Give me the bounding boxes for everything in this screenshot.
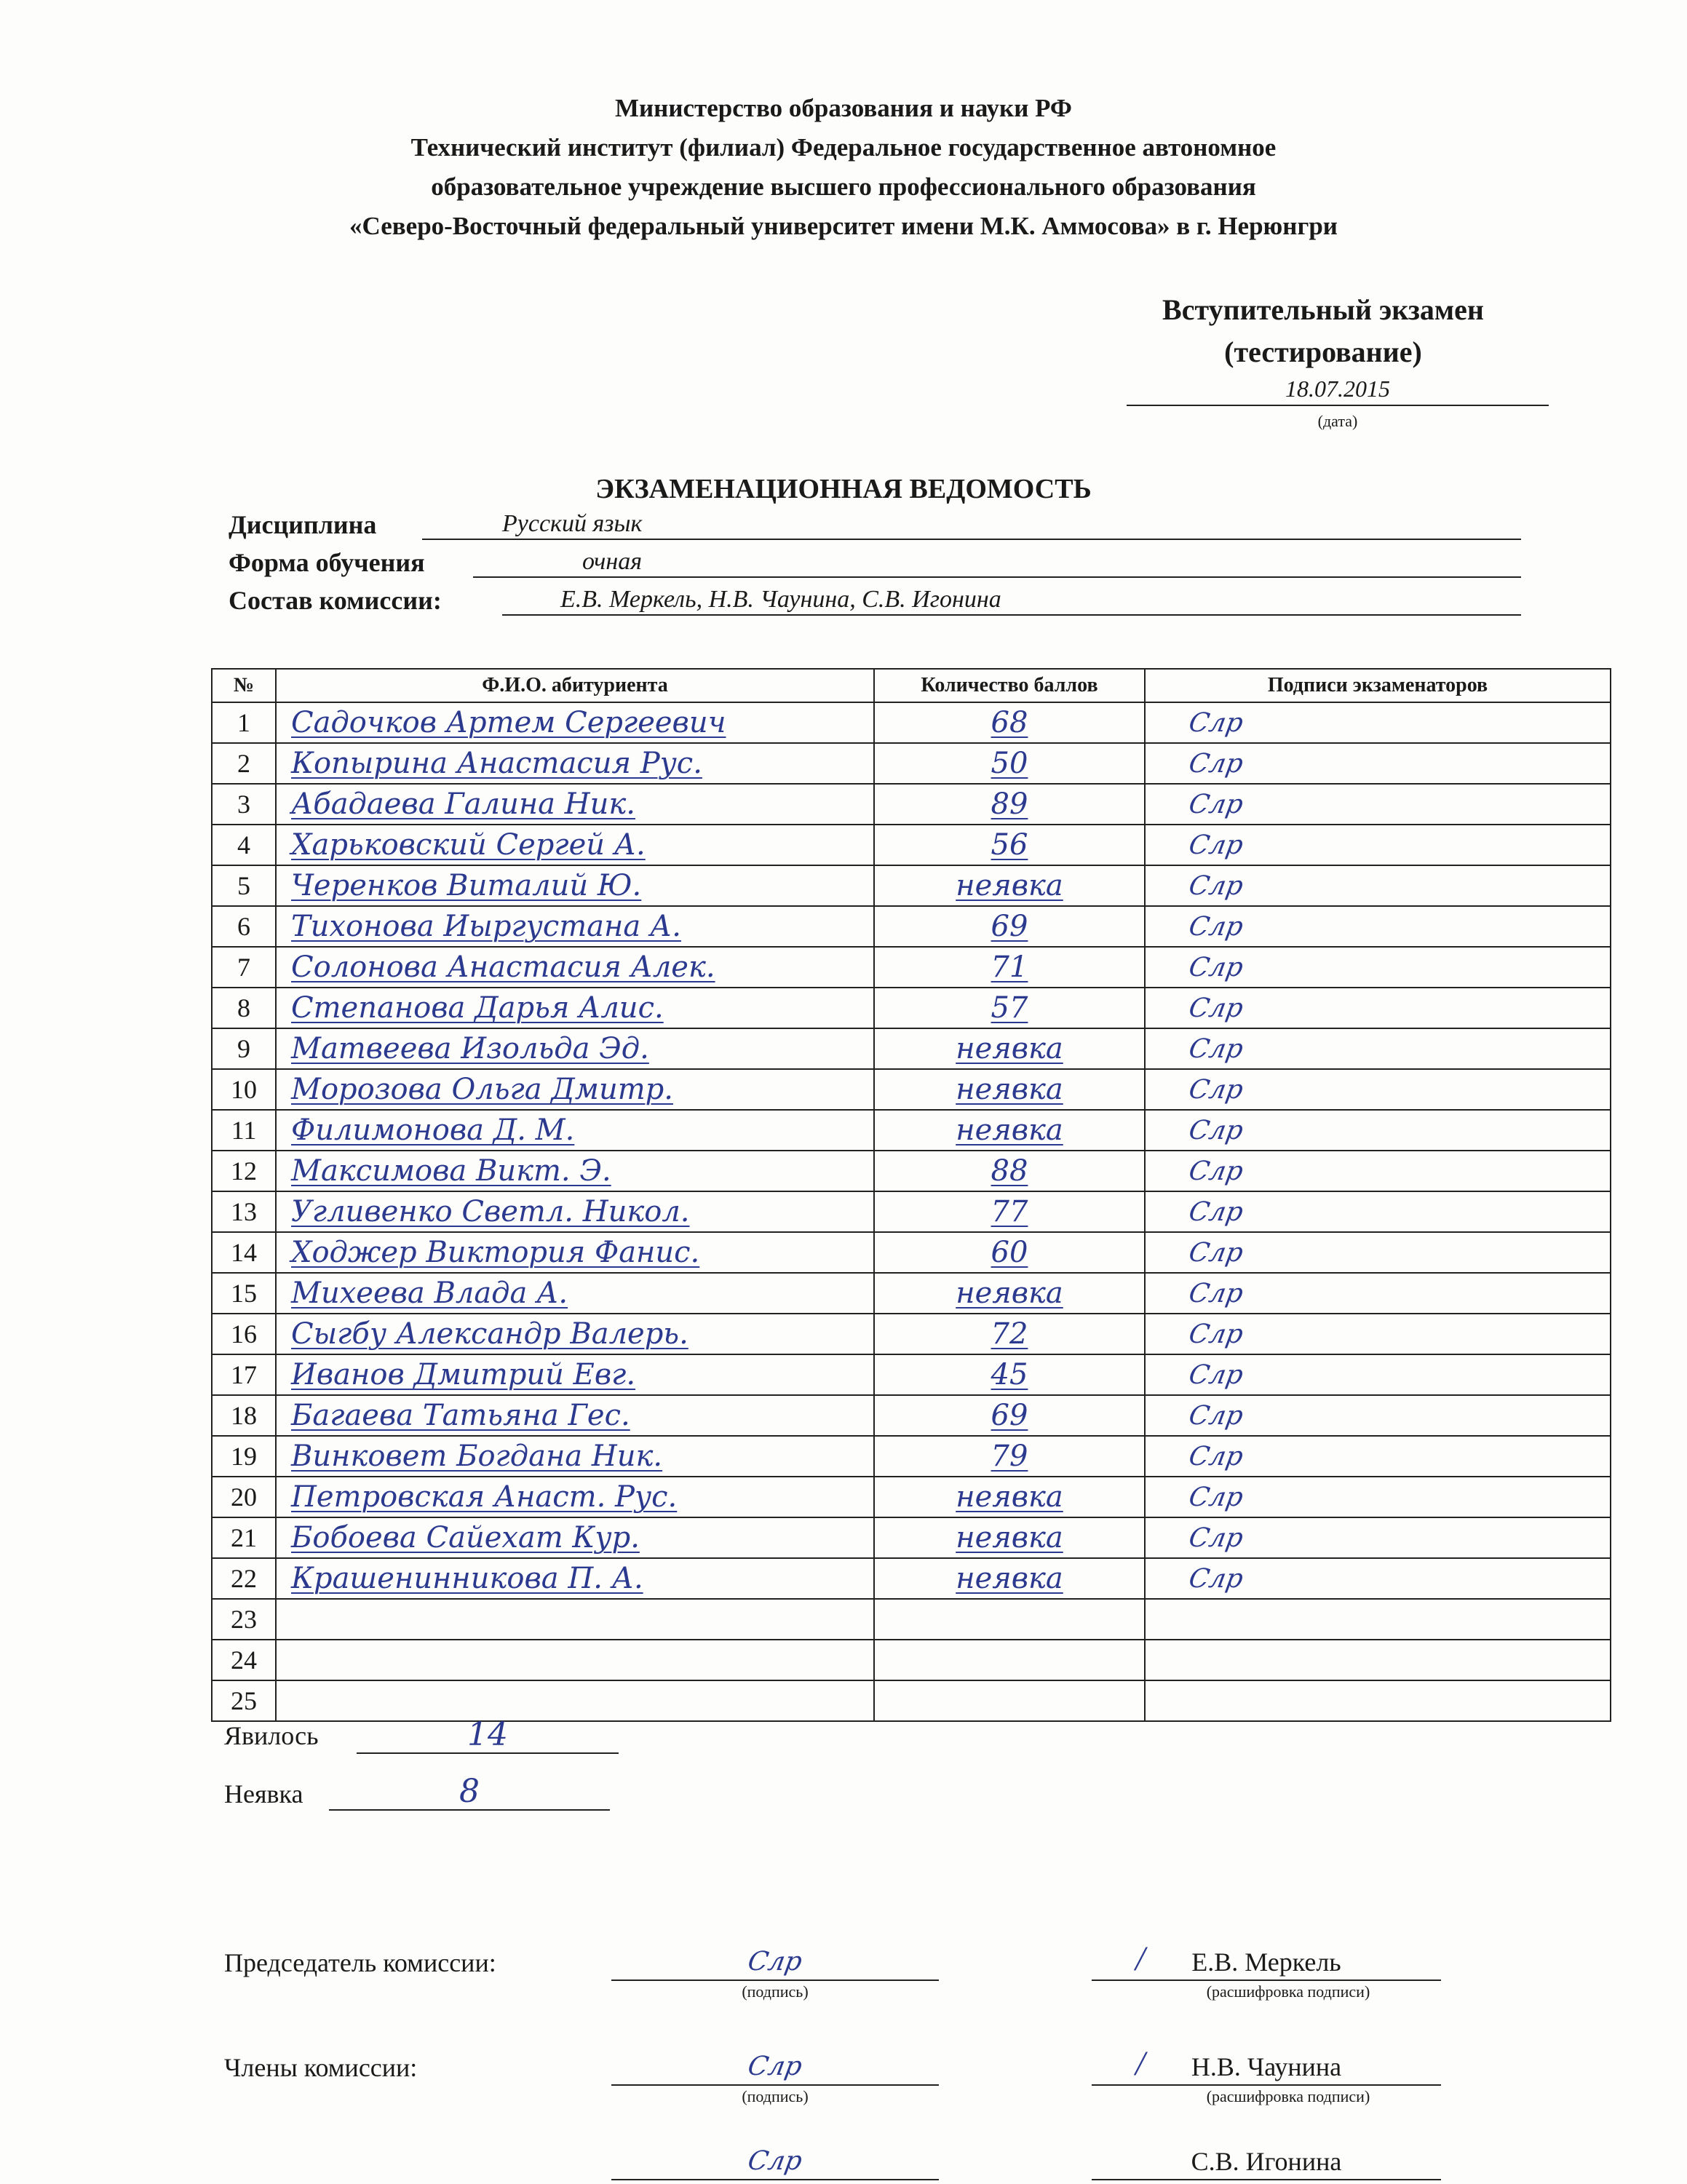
row-number-cell: 17 — [212, 1354, 276, 1395]
examiner-signature: Слр — [1186, 1482, 1246, 1512]
applicant-score: неявка — [956, 1032, 1063, 1065]
applicant-score-cell — [874, 1110, 1145, 1151]
applicant-score-cell — [874, 1599, 1145, 1640]
row-number-cell: 16 — [212, 1314, 276, 1354]
applicant-score: 72 — [991, 1317, 1028, 1351]
table-header-row — [212, 669, 1611, 702]
row-number-cell: 22 — [212, 1558, 276, 1599]
table-row — [212, 1151, 1611, 1191]
applicant-name: Степанова Дарья Алис. — [291, 991, 664, 1025]
examiner-signature-cell — [1145, 1517, 1611, 1558]
applicant-score: 50 — [991, 747, 1028, 780]
applicant-score-cell — [874, 1354, 1145, 1395]
applicant-name-cell — [276, 1680, 874, 1721]
examiner-signature: Слр — [1186, 1115, 1246, 1145]
chair-label: Председатель комиссии: — [224, 1948, 496, 1977]
examiner-signature-cell — [1145, 947, 1611, 988]
examiner-signature-cell — [1145, 1151, 1611, 1191]
commission-label: Состав комиссии: — [229, 586, 442, 615]
applicant-score: 69 — [991, 1399, 1028, 1432]
applicant-score: 71 — [991, 950, 1028, 984]
table-row — [212, 1110, 1611, 1151]
applicant-score: неявка — [956, 1562, 1063, 1595]
col-name-header: Ф.И.О. абитуриента — [276, 669, 874, 702]
study-form-label: Форма обучения — [229, 548, 425, 577]
applicant-name: Сыгбу Александр Валерь. — [291, 1317, 688, 1351]
applicant-score: 69 — [991, 910, 1028, 943]
applicant-name-cell — [276, 1436, 874, 1477]
present-count — [357, 1718, 619, 1754]
examiner-signature-cell — [1145, 1558, 1611, 1599]
table-row — [212, 1273, 1611, 1314]
applicant-name: Багаева Татьяна Гес. — [291, 1399, 630, 1432]
applicant-score-cell — [874, 1232, 1145, 1273]
table-row — [212, 1436, 1611, 1477]
applicant-name: Матвеева Изольда Эд. — [291, 1032, 649, 1065]
applicant-score-cell — [874, 825, 1145, 865]
applicant-name-cell — [276, 1640, 874, 1680]
exam-roster-table — [211, 668, 1611, 1722]
applicant-score-cell — [874, 906, 1145, 947]
applicant-score-cell — [874, 1517, 1145, 1558]
exam-type: Вступительный экзамен — [1162, 293, 1484, 326]
absent-label: Неявка — [224, 1779, 303, 1808]
applicant-name: Иванов Дмитрий Евг. — [291, 1358, 636, 1391]
applicant-score-cell — [874, 1436, 1145, 1477]
examiner-signature: Слр — [1186, 1400, 1246, 1431]
table-row — [212, 784, 1611, 825]
examiner-signature-cell — [1145, 1314, 1611, 1354]
applicant-score-cell — [874, 1477, 1145, 1517]
row-number-cell: 6 — [212, 906, 276, 947]
examiner-signature: Слр — [1186, 1196, 1246, 1227]
applicant-score: неявка — [956, 1521, 1063, 1554]
applicant-name-cell — [276, 743, 874, 784]
examiner-signature: Слр — [1186, 748, 1246, 779]
row-number-cell: 13 — [212, 1191, 276, 1232]
applicant-name-cell — [276, 1191, 874, 1232]
table-row — [212, 1354, 1611, 1395]
applicant-name: Петровская Анаст. Рус. — [291, 1480, 678, 1514]
applicant-name: Филимонова Д. М. — [291, 1113, 575, 1147]
examiner-signature: Слр — [1186, 870, 1246, 901]
table-row — [212, 1191, 1611, 1232]
institute-line: Технический институт (филиал) Федеральное государственное автономное — [410, 133, 1277, 162]
applicant-name: Крашенинникова П. А. — [291, 1562, 643, 1595]
examiner-signature-cell — [1145, 1232, 1611, 1273]
examiner-signature: Слр — [1186, 1359, 1246, 1390]
present-label: Явилось — [224, 1721, 319, 1750]
row-number-cell: 9 — [212, 1028, 276, 1069]
chair-signature — [611, 1945, 939, 1981]
applicant-name: Угливенко Светл. Никол. — [291, 1195, 690, 1228]
applicant-name-cell — [276, 825, 874, 865]
examiner-signature-cell — [1145, 1477, 1611, 1517]
applicant-name-cell — [276, 1069, 874, 1110]
applicant-name-cell — [276, 702, 874, 743]
applicant-name-cell — [276, 784, 874, 825]
examiner-signature: Слр — [1186, 1441, 1246, 1472]
row-number-cell: 19 — [212, 1436, 276, 1477]
applicant-score-cell — [874, 1314, 1145, 1354]
commission-value: Е.В. Меркель, Н.В. Чаунина, С.В. Игонина — [502, 584, 1521, 616]
applicant-score: неявка — [956, 1480, 1063, 1514]
applicant-score-cell — [874, 1640, 1145, 1680]
row-number-cell: 14 — [212, 1232, 276, 1273]
applicant-score-cell — [874, 1273, 1145, 1314]
col-signature-header: Подписи экзаменаторов — [1145, 669, 1611, 702]
applicant-name: Бобоева Сайехат Кур. — [291, 1521, 640, 1554]
member1-decode-caption: (расшифровка подписи) — [1206, 2087, 1370, 2105]
applicant-score-cell — [874, 1069, 1145, 1110]
applicant-score: неявка — [956, 1073, 1063, 1106]
institution-type-line: образовательное учреждение высшего профессионального образования — [431, 172, 1256, 201]
row-number-cell: 8 — [212, 988, 276, 1028]
member2-name: С.В. Игонина — [1092, 2144, 1441, 2180]
applicant-score: неявка — [956, 1276, 1063, 1310]
study-form-value: очная — [473, 546, 1521, 578]
examiner-signature: Слр — [1186, 993, 1246, 1023]
exam-subtype: (тестирование) — [1224, 335, 1422, 368]
row-number-cell: 15 — [212, 1273, 276, 1314]
applicant-name-cell — [276, 1517, 874, 1558]
applicant-name: Винковет Богдана Ник. — [291, 1440, 663, 1473]
applicant-name: Абадаева Галина Ник. — [291, 787, 635, 821]
applicant-name-cell — [276, 1273, 874, 1314]
applicant-name-cell — [276, 1028, 874, 1069]
examiner-signature-cell — [1145, 825, 1611, 865]
applicant-score-cell — [874, 1558, 1145, 1599]
applicant-score: 68 — [991, 706, 1028, 739]
applicant-score-cell — [874, 1028, 1145, 1069]
applicant-score-cell — [874, 988, 1145, 1028]
table-row — [212, 865, 1611, 906]
applicant-score: 89 — [991, 787, 1028, 821]
applicant-score: неявка — [956, 1113, 1063, 1147]
examiner-signature-cell — [1145, 1599, 1611, 1640]
examiner-signature: Слр — [1186, 1237, 1246, 1268]
examiner-signature-cell — [1145, 1395, 1611, 1436]
applicant-score-cell — [874, 1191, 1145, 1232]
table-row — [212, 1680, 1611, 1721]
member1-name: Н.В. Чаунина — [1092, 2049, 1441, 2086]
applicant-name-cell — [276, 1232, 874, 1273]
applicant-score-cell — [874, 1151, 1145, 1191]
applicant-score: 77 — [991, 1195, 1028, 1228]
table-row — [212, 1395, 1611, 1436]
applicant-name-cell — [276, 865, 874, 906]
examiner-signature: Слр — [1186, 830, 1246, 860]
examiner-signature: Слр — [1186, 1563, 1246, 1594]
applicant-score-cell — [874, 784, 1145, 825]
applicant-name: Копырина Анастасия Рус. — [291, 747, 702, 780]
row-number-cell: 18 — [212, 1395, 276, 1436]
examiner-signature: Слр — [1186, 707, 1246, 738]
examiner-signature: Слр — [1186, 1033, 1246, 1064]
member1-sig-caption: (подпись) — [742, 2087, 809, 2105]
examiner-signature-cell — [1145, 988, 1611, 1028]
table-row — [212, 1232, 1611, 1273]
applicant-name: Максимова Викт. Э. — [291, 1154, 611, 1188]
applicant-score: 56 — [991, 828, 1028, 862]
table-row — [212, 1599, 1611, 1640]
examiner-signature-cell — [1145, 702, 1611, 743]
applicant-score-cell — [874, 865, 1145, 906]
table-row — [212, 947, 1611, 988]
row-number-cell: 1 — [212, 702, 276, 743]
examiner-signature: Слр — [1186, 1319, 1246, 1349]
table-row — [212, 1640, 1611, 1680]
discipline-label: Дисциплина — [229, 510, 377, 539]
applicant-score: 45 — [991, 1358, 1028, 1391]
row-number-cell: 10 — [212, 1069, 276, 1110]
applicant-score: неявка — [956, 869, 1063, 902]
examiner-signature: Слр — [1186, 1156, 1246, 1186]
applicant-score-cell — [874, 1680, 1145, 1721]
member1-signature-mark: Слр — [745, 2052, 805, 2081]
applicant-name: Морозова Ольга Дмитр. — [291, 1073, 673, 1106]
examiner-signature-cell — [1145, 784, 1611, 825]
examiner-signature: Слр — [1186, 1278, 1246, 1309]
table-row — [212, 743, 1611, 784]
applicant-name-cell — [276, 1477, 874, 1517]
applicant-score: 88 — [991, 1154, 1028, 1188]
applicant-name-cell — [276, 1395, 874, 1436]
applicant-name: Солонова Анастасия Алек. — [291, 950, 715, 984]
row-number-cell: 7 — [212, 947, 276, 988]
examiner-signature-cell — [1145, 1354, 1611, 1395]
applicant-name: Ходжер Виктория Фанис. — [291, 1236, 700, 1269]
discipline-value: Русский язык — [422, 508, 1521, 540]
chair-slash-mark: / — [1135, 1939, 1146, 1978]
member1-slash-mark: / — [1135, 2044, 1146, 2083]
examiner-signature-cell — [1145, 1680, 1611, 1721]
examiner-signature: Слр — [1186, 789, 1246, 819]
applicant-name-cell — [276, 988, 874, 1028]
examiner-signature-cell — [1145, 1110, 1611, 1151]
date-caption: (дата) — [1317, 412, 1358, 430]
applicant-score: 57 — [991, 991, 1028, 1025]
row-number-cell: 23 — [212, 1599, 276, 1640]
table-row — [212, 1477, 1611, 1517]
row-number-cell: 21 — [212, 1517, 276, 1558]
applicant-name-cell — [276, 1151, 874, 1191]
applicant-score-cell — [874, 947, 1145, 988]
examiner-signature-cell — [1145, 743, 1611, 784]
members-label: Члены комиссии: — [224, 2053, 418, 2082]
table-row — [212, 1558, 1611, 1599]
applicant-name-cell — [276, 1599, 874, 1640]
row-number-cell: 11 — [212, 1110, 276, 1151]
present-value: 14 — [467, 1716, 508, 1753]
ministry-line: Министерство образования и науки РФ — [614, 94, 1072, 122]
applicant-name-cell — [276, 1110, 874, 1151]
table-row — [212, 988, 1611, 1028]
applicant-name: Михеева Влада А. — [291, 1276, 568, 1310]
chair-signature-mark: Слр — [745, 1947, 805, 1977]
examiner-signature-cell — [1145, 865, 1611, 906]
applicant-name-cell — [276, 1558, 874, 1599]
examiner-signature-cell — [1145, 1436, 1611, 1477]
applicant-score: 79 — [991, 1440, 1028, 1473]
examiner-signature-cell — [1145, 906, 1611, 947]
examiner-signature: Слр — [1186, 911, 1246, 942]
table-row — [212, 1517, 1611, 1558]
member2-signature-mark: Слр — [745, 2146, 805, 2176]
examiner-signature: Слр — [1186, 1074, 1246, 1105]
university-line: «Северо-Восточный федеральный университет имени М.К. Аммосова» в г. Нерюнгри — [349, 212, 1338, 240]
examiner-signature-cell — [1145, 1191, 1611, 1232]
document-title: ЭКЗАМЕНАЦИОННАЯ ВЕДОМОСТЬ — [595, 474, 1092, 504]
applicant-name: Тихонова Иыргустана А. — [291, 910, 681, 943]
roster-body — [212, 702, 1611, 1721]
applicant-name: Садочков Артем Сергеевич — [291, 706, 726, 739]
examiner-signature-cell — [1145, 1640, 1611, 1680]
examiner-signature-cell — [1145, 1273, 1611, 1314]
applicant-score: 60 — [991, 1236, 1028, 1269]
applicant-score-cell — [874, 702, 1145, 743]
chair-decode-caption: (расшифровка подписи) — [1206, 1982, 1370, 2001]
examiner-signature-cell — [1145, 1069, 1611, 1110]
member1-signature — [611, 2049, 939, 2086]
col-number-header: № — [212, 669, 276, 702]
table-row — [212, 1314, 1611, 1354]
row-number-cell: 25 — [212, 1680, 276, 1721]
applicant-score-cell — [874, 743, 1145, 784]
table-row — [212, 825, 1611, 865]
applicant-name-cell — [276, 1314, 874, 1354]
row-number-cell: 5 — [212, 865, 276, 906]
row-number-cell: 2 — [212, 743, 276, 784]
applicant-name: Харьковский Сергей А. — [291, 828, 646, 862]
table-row — [212, 1069, 1611, 1110]
applicant-name-cell — [276, 947, 874, 988]
examiner-signature: Слр — [1186, 1522, 1246, 1553]
table-row — [212, 1028, 1611, 1069]
row-number-cell: 24 — [212, 1640, 276, 1680]
absent-value: 8 — [459, 1773, 480, 1810]
absent-count — [329, 1774, 610, 1811]
chair-sig-caption: (подпись) — [742, 1982, 809, 2001]
table-row — [212, 702, 1611, 743]
chair-name: Е.В. Меркель — [1092, 1945, 1441, 1981]
row-number-cell: 20 — [212, 1477, 276, 1517]
table-row — [212, 906, 1611, 947]
row-number-cell: 4 — [212, 825, 276, 865]
examiner-signature-cell — [1145, 1028, 1611, 1069]
col-score-header: Количество баллов — [874, 669, 1145, 702]
applicant-name: Черенков Виталий Ю. — [291, 869, 642, 902]
applicant-name-cell — [276, 906, 874, 947]
row-number-cell: 12 — [212, 1151, 276, 1191]
applicant-name-cell — [276, 1354, 874, 1395]
row-number-cell: 3 — [212, 784, 276, 825]
exam-date: 18.07.2015 — [1127, 373, 1549, 406]
member2-signature — [611, 2144, 939, 2180]
applicant-score-cell — [874, 1395, 1145, 1436]
examiner-signature: Слр — [1186, 952, 1246, 982]
